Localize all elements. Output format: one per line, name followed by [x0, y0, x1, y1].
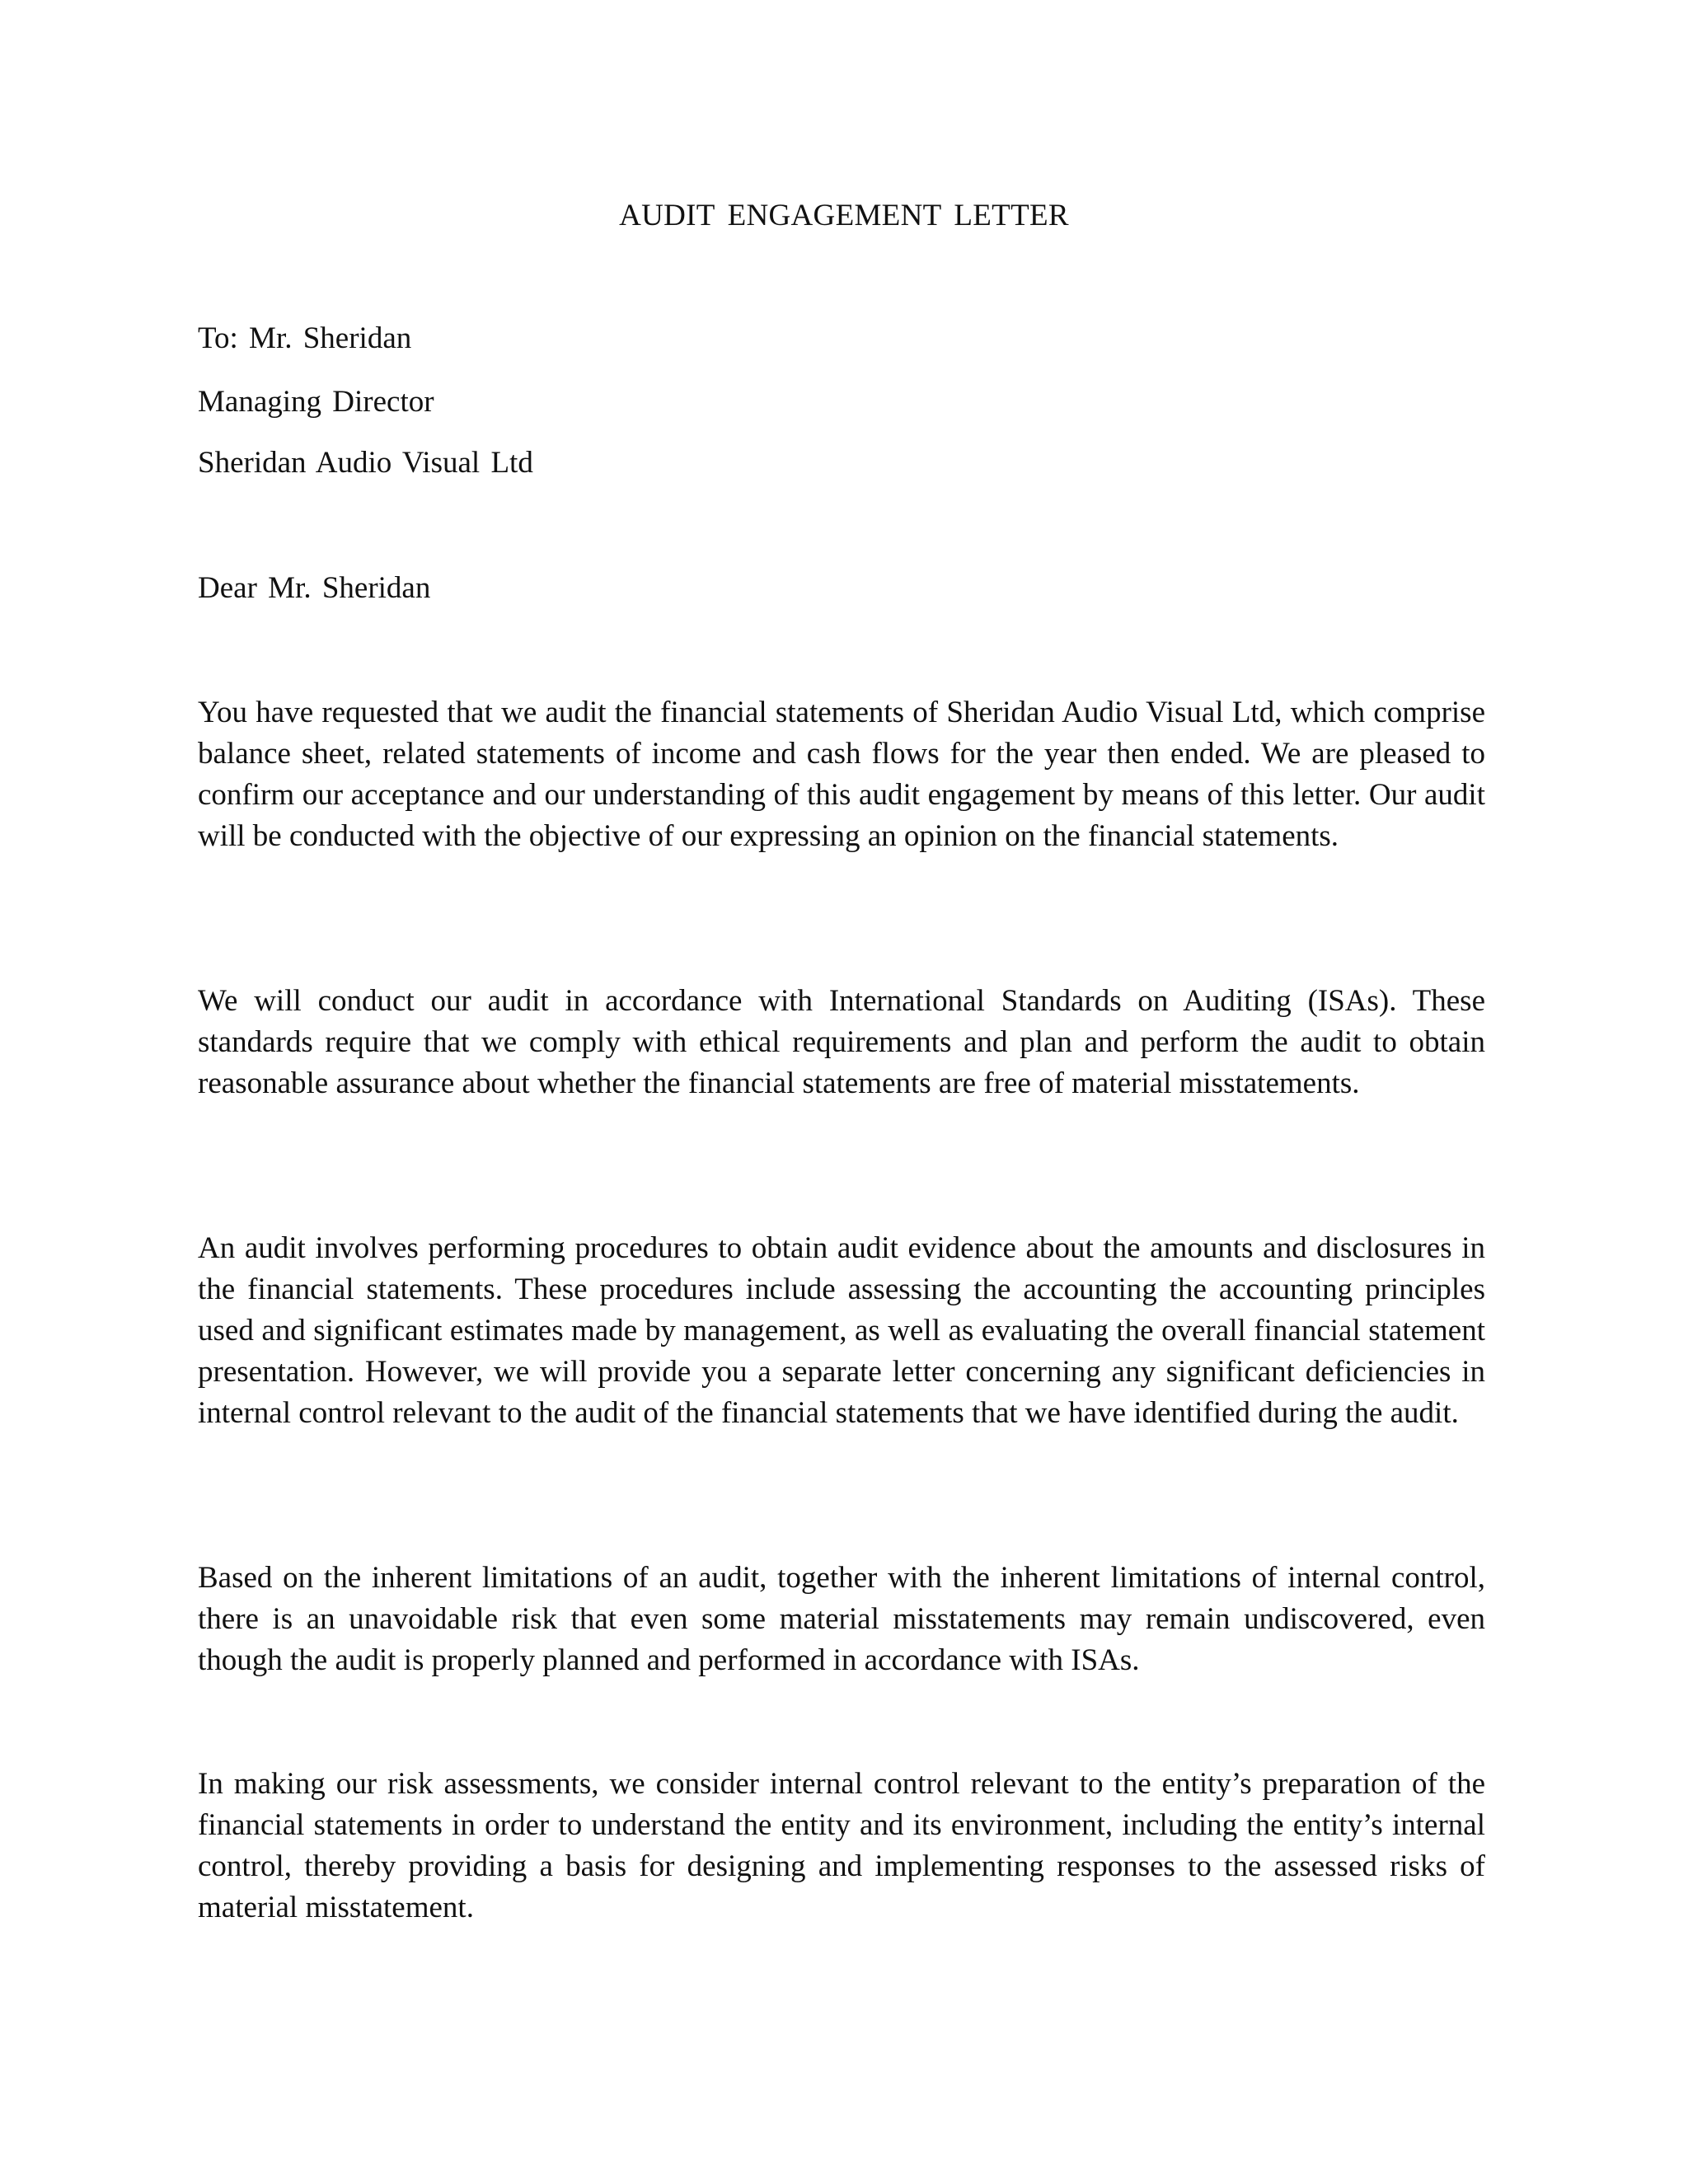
paragraph-inherent-limitations: Based on the inherent limitations of an audit, together with the inherent limitations of internal control, there is an unavoidable risk that even some material misstatements may remain undiscovered, even though the audit is properly planned and performed in accordance with ISAs. — [198, 1561, 1485, 1677]
paragraph-risk-assessments: In making our risk assessments, we consider internal control relevant to the entity’s preparation of the financial statements in order to understand the entity and its environment, including the entity’s internal control, thereby providing a basis for designing and implementing responses to the assessed risks of material misstatement. — [198, 1767, 1485, 1924]
salutation: Dear Mr. Sheridan — [198, 571, 431, 605]
letter-title: AUDIT ENGAGEMENT LETTER — [619, 199, 1069, 232]
paragraph-audit-procedures: An audit involves performing procedures to obtain audit evidence about the amounts and disclosures in the financial statements. These procedures include assessing the accounting the accounting principles used and significant estimates made by management, as well as evaluating the overall financial statement presentation. However, we will provide you a separate letter concerning any significant deficiencies in internal control relevant to the audit of the financial statements that we have identified during the audit. — [198, 1231, 1485, 1430]
recipient-position: Managing Director — [198, 385, 434, 419]
paragraph-engagement-request: You have requested that we audit the financial statements of Sheridan Audio Visual Ltd, which comprise balance sheet, related statements of income and cash flows for the year then ended. We are pleased to confirm our acceptance and our understanding of this audit engagement by means of this letter. Our audit will be conducted with the objective of our expressing an opinion on the financial statements. — [198, 696, 1485, 853]
recipient-company: Sheridan Audio Visual Ltd — [198, 446, 533, 480]
recipient-to: To: Mr. Sheridan — [198, 321, 412, 355]
paragraph-audit-standards: We will conduct our audit in accordance with International Standards on Auditing (ISAs). These standards require that we comply with ethical requirements and plan and perform the audit to obtain reasonable assurance about whether the financial statements are free of material misstatements. — [198, 984, 1485, 1100]
